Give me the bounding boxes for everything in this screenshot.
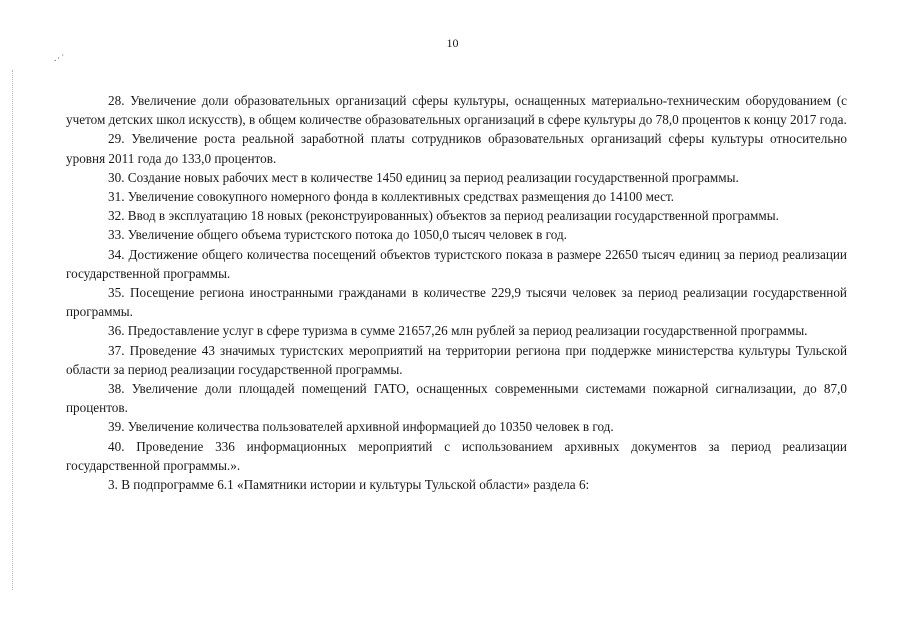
paragraph-32: 32. Ввод в эксплуатацию 18 новых (реконструированных) объектов за период реализации государственной программы. [108, 208, 779, 224]
paragraph-35: 35. Посещение региона иностранными гражданами в количестве 229,9 тысячи человек за период реализации государственной программы. [66, 285, 847, 320]
paragraph-38: 38. Увеличение доли площадей помещений ГАТО, оснащенных современными системами пожарной сигнализации, до 87,0 процентов. [66, 381, 847, 416]
paragraph-29: 29. Увеличение роста реальной заработной платы сотрудников образовательных организаций сферы культуры относительно уровня 2011 года до 133,0 процентов. [66, 131, 847, 166]
page-number: 10 [446, 36, 459, 50]
paragraph-34: 34. Достижение общего количества посещений объектов туристского показа в размере 22650 тысяч единиц за период реализации государственной программы. [66, 246, 847, 281]
scan-artifact: .·˙ [54, 53, 66, 63]
paragraph-40: 40. Проведение 336 информационных мероприятий с использованием архивных документов за период реализации государственной программы.». [66, 438, 847, 473]
paragraph-30: 30. Создание новых рабочих мест в количестве 1450 единиц за период реализации государственной программы. [108, 169, 739, 185]
document-body [66, 91, 847, 494]
paragraph-28: 28. Увеличение доли образовательных организаций сферы культуры, оснащенных материально-техническим оборудованием (с учетом детских школ искусств), в общем количестве образовательных организаций в сфере культуры до 78,0 процентов к концу 2017 года. [66, 93, 847, 128]
paragraph-37: 37. Проведение 43 значимых туристских мероприятий на территории региона при поддержке министерства культуры Тульской области за период реализации государственной программы. [66, 342, 847, 377]
paragraph-subprogram-6-1: 3. В подпрограмме 6.1 «Памятники истории и культуры Тульской области» раздела 6: [108, 477, 590, 493]
paragraph-36: 36. Предоставление услуг в сфере туризма в сумме 21657,26 млн рублей за период реализации государственной программы. [108, 323, 808, 339]
paragraph-39: 39. Увеличение количества пользователей архивной информацией до 10350 человек в год. [108, 419, 614, 435]
paragraph-33: 33. Увеличение общего объема туристского потока до 1050,0 тысяч человек в год. [108, 227, 567, 243]
scan-edge-dots [12, 70, 14, 590]
paragraph-31: 31. Увеличение совокупного номерного фонда в коллективных средствах размещения до 14100 мест. [108, 189, 675, 205]
